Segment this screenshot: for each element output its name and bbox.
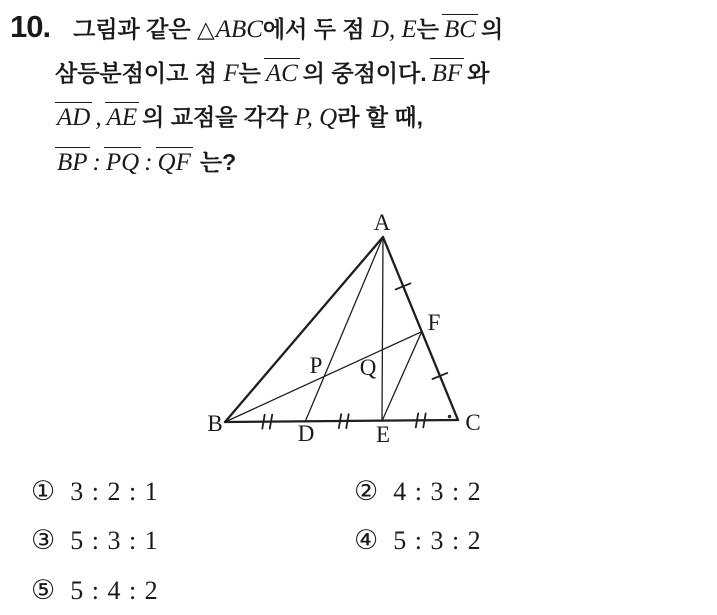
question-number: 10.: [10, 9, 51, 44]
math-overline-bf: BF: [431, 60, 463, 87]
question-line-3: [55, 100, 423, 138]
cevian-ae: [382, 237, 383, 421]
question-line-1: [10, 10, 503, 50]
colon: :: [92, 149, 101, 176]
colon: :: [144, 149, 153, 176]
question-text: 의 교점을 각각: [142, 104, 295, 130]
side-ab: [225, 237, 383, 422]
question-text: 삼등분점이고 점: [55, 60, 224, 86]
stray-dot: [448, 415, 451, 418]
label-vertex-a: A: [373, 210, 391, 235]
choice-1-circled-number: ①: [31, 476, 56, 507]
math-abc: ABC: [215, 16, 263, 43]
label-point-e: E: [375, 422, 391, 447]
choice-4-ratio: 5 : 3 : 2: [393, 526, 482, 555]
choice-3-ratio: 5 : 3 : 1: [70, 526, 159, 555]
math-overline-qf: QF: [157, 149, 191, 176]
comma: ,: [95, 104, 102, 131]
math-overline-ae: AE: [106, 104, 138, 131]
question-text: 는?: [199, 149, 237, 175]
question-text: 에서 두 점: [262, 16, 371, 42]
math-pq: P, Q: [294, 104, 338, 131]
answer-choice-4: [354, 526, 482, 556]
label-vertex-c: C: [465, 410, 481, 435]
triangle-figure: [188, 208, 498, 453]
question-text: 와: [467, 60, 490, 86]
label-point-q: Q: [359, 355, 377, 380]
math-overline-ac: AC: [265, 60, 298, 87]
choice-3-circled-number: ③: [31, 525, 56, 556]
question-text: 라 할 때,: [337, 104, 424, 130]
question-line-2: [55, 56, 489, 94]
side-bc: [225, 420, 458, 422]
math-f: F: [223, 60, 239, 87]
answer-choice-1: [31, 477, 159, 507]
answer-choice-2: [354, 477, 482, 507]
math-overline-pq: PQ: [105, 149, 140, 176]
question-text: 의: [480, 16, 504, 42]
choice-4-circled-number: ④: [354, 525, 379, 556]
math-overline-bp: BP: [57, 149, 88, 176]
choice-1-ratio: 3 : 2 : 1: [70, 477, 159, 506]
label-vertex-b: B: [207, 411, 223, 436]
math-overline-ad: AD: [57, 104, 91, 131]
cevian-bf: [225, 332, 422, 422]
label-point-d: D: [297, 421, 315, 446]
cevian-ad: [305, 237, 383, 422]
answer-choice-5: [31, 576, 159, 606]
label-point-p: P: [309, 353, 323, 378]
math-overline-bc: BC: [444, 16, 476, 43]
question-line-4: [55, 145, 236, 183]
question-text: 의 중점이다.: [302, 60, 427, 86]
question-text: 는: [416, 16, 439, 42]
question-text: 는: [238, 60, 261, 86]
choice-5-circled-number: ⑤: [31, 575, 56, 606]
triangle-symbol: △: [196, 17, 215, 42]
choice-2-ratio: 4 : 3 : 2: [393, 477, 482, 506]
answer-choice-3: [31, 526, 159, 556]
segment-ef: [382, 332, 422, 421]
choice-2-circled-number: ②: [354, 476, 379, 507]
label-point-f: F: [427, 310, 441, 335]
math-de: D, E: [370, 16, 417, 43]
choice-5-ratio: 5 : 4 : 2: [70, 576, 159, 605]
question-text: 그림과 같은: [73, 16, 197, 42]
